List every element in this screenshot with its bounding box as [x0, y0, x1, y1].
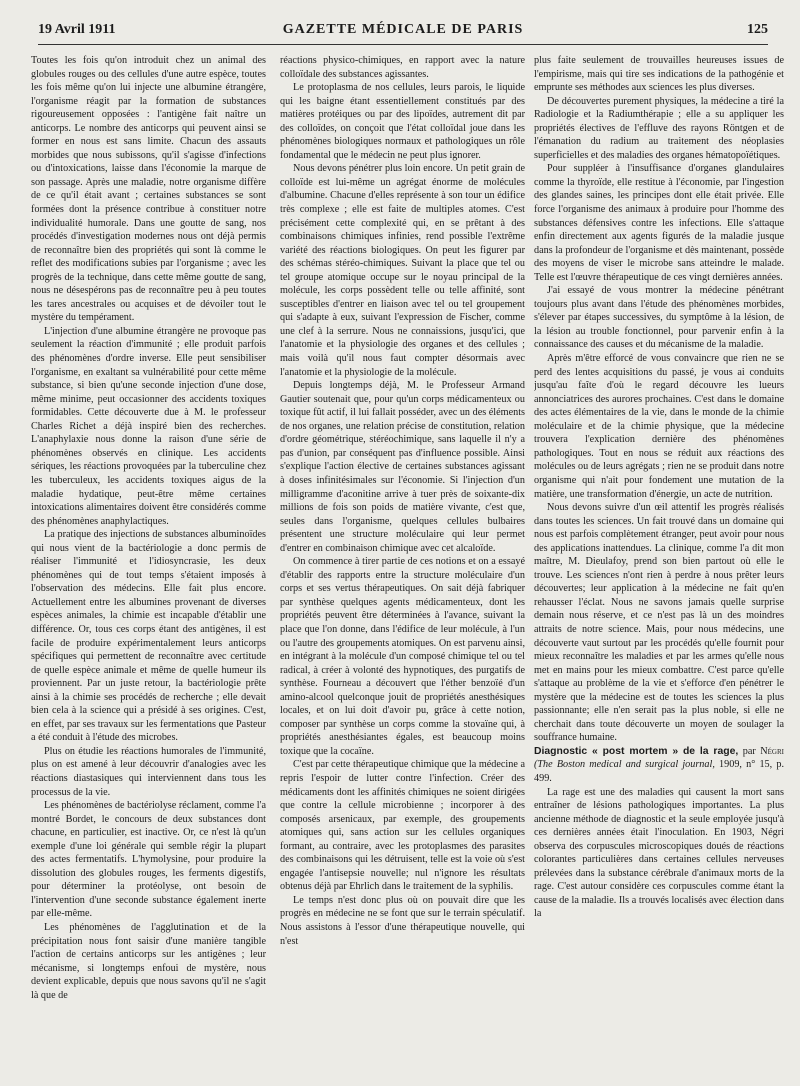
paragraph: Le protoplasma de nos cellules, leurs parois, le liquide qui les baigne étant essentiellement constitués par des matières protéiques ou par des lipoïdes, autrement dit par des colloïdes, on conçoit que l'état colloïdal joue dans les phénomènes biologiques normaux et pathologiques un rôle fondamental que le médecin ne peut plus ignorer. — [280, 82, 525, 161]
paragraph: La rage est une des maladies qui causent la mort sans entraîner de lésions pathologiques importantes. La plus ancienne méthode de diagnostic et la seule employée jusqu'à ces dernières années était l'inoculation. En 1903, Négri observa des corpuscules microscopiques doués de réactions colorantes particulières dans certaines cellules nerveuses prélevées dans la substance cérébrale d'animaux morts de la rage. C'est autour considère ces corpuscules comme étant la cause de la maladie. Ils a trouvés localisés avec élection dans la — [534, 786, 784, 920]
paragraph: J'ai essayé de vous montrer la médecine pénétrant toujours plus avant dans l'étude des phénomènes morbides, s'élever par étapes successives, du symptôme à la lésion, de la lésion au trouble fonctionnel, pour parvenir enfin à la connaissance des causes et du mécanisme de la maladie. — [534, 285, 784, 351]
paragraph: Pour suppléer à l'insuffisance d'organes glandulaires comme la thyroïde, elle restitue à l'économie, par l'ingestion des glandes saines, les principes dont elle était privée. Elle force l'organisme des animaux à produire pour l'homme des substances défensives contre les infections. Elle s'attaque enfin directement aux agents figurés de la maladie jusque dans la profondeur de l'organisme et dès maintenant, possède des moyens de viser le microbe sans atteindre le malade. Telle est l'œuvre thérapeutique de ces vingt dernières années. — [534, 163, 784, 283]
review-heading — [534, 745, 784, 786]
review-author: Négri — [760, 745, 784, 757]
paragraph: Plus on étudie les réactions humorales de l'immunité, plus on est amené à leur découvrir d'analogies avec les réactions diastasiques qui interviennent dans tous les processus de la vie. — [31, 745, 266, 798]
review-par: par — [738, 745, 761, 757]
column-right — [534, 54, 784, 1082]
page-header — [38, 22, 768, 44]
paragraph: On commence à tirer partie de ces notions et on a essayé d'établir des rapports entre la structure moléculaire d'un corps et ses vertus thérapeutiques. On sait déjà fabriquer par synthèse quelques agents médicamenteux, dont les propriétés peuvent être déterminées à l'avance, suivant la place que l'on donne, dans l'édifice de leur molécule, à l'un ou l'autre des groupements atomiques. On est parvenu ainsi, en intégrant à la molécule d'un composé chimique tel ou tel radical, à créer à volonté des hypnotiques, des purgatifs de synthèse. Fourneau a découvert que l'éther benzoïé d'un amino-alcool quelconque jouit de propriétés anesthésiques locales, et on lui doit d'avoir pu, grâce à cette notion, composer par synthèse un corps comme la stovaïne qui, à propriétés anesthésiantes égales, est beaucoup moins toxique que la cocaïne. — [280, 556, 525, 757]
review-reference: 1909, n° 15, p. 499. — [534, 759, 784, 784]
column-middle — [280, 54, 525, 1082]
paragraph: Toutes les fois qu'on introduit chez un animal des globules rouges ou des cellules d'une autre espèce, toutes les fois même qu'on lui injecte une albumine étrangère, l'organisme réagit par la formation de substances rigoureusement opposées : l'antigène fait naître un anticorps. Le nombre des anticorps qui peuvent ainsi se former en nous est sans limite. Chacun des assauts morbides que nous subissons, qu'il s'agisse d'infections ou d'intoxications, laisse dans l'économie la marque de son passage. Après une maladie, notre organisme diffère de ce qu'il était avant ; certaines substances se sont formées dont la présence contribue à constituer notre individualité humorale. Dans une goutte de sang, nos procédés d'investigation modernes nous ont déjà permis de reconnaître bien des propriétés qui sont là comme le reflet des modifications subies par l'organisme ; avec les progrès de la technique, dans cette même goutte de sang, nous ne désespérons pas de reconnaître peu à peu toutes les tares ancestrales ou acquises et de dévoiler tout le mystère du tempérament. — [31, 55, 266, 324]
journal-title: GAZETTE MÉDICALE DE PARIS — [282, 22, 524, 37]
paragraph: plus faite seulement de trouvailles heureuses issues de l'empirisme, mais qui tire ses indications de la pathogénie et emprunte ses méthodes aux sciences les plus diverses. — [534, 55, 784, 94]
paragraph: Nous devons suivre d'un œil attentif les progrès réalisés dans toutes les sciences. Un fait trouvé dans un domaine qui nous est parfois complètement étranger, peut avoir pour nous des applications inattendues. La clinique, comme l'a dit mon maître, M. Dieulafoy, prend son bien partout où elle le trouve. Les sciences n'ont rien à perdre à nous prêter leurs découvertes; leur application à la médecine ne fait qu'en rehausser l'éclat. Nous ne savons jamais quelle surprise demain nous réserve, et ce n'est pas là un des moindres attraits de notre science. Mais, pour nous médecins, une découverte vaut surtout par les procédés qu'elle fournit pour mieux reconnaître les maladies et par les armes qu'elle nous met en mains pour les mieux combattre. C'est parce qu'elle s'attaque au problème de la vie et s'efforce d'en pénétrer le mystère que la médecine est de toutes les sciences la plus passionnante; elle n'en serait pas la plus noble, si elle ne cherchait dans toute découverte un moyen de soulager la souffrance humaine. — [534, 502, 784, 744]
page-number: 125 — [747, 22, 768, 37]
issue-date: 19 Avril 1911 — [38, 22, 116, 37]
paragraph: Les phénomènes de bactériolyse réclament, comme l'a montré Bordet, le concours de deux substances dont chacune, en particulier, est inactive. Or, ce n'est là qu'un exemple d'une loi générale qui semble régir la plupart des actes fermentatifs. L'hymolysine, pour produire la dissolution des globules rouges, les ferments digestifs, pour déterminer la protéolyse, ont besoin de l'intervention d'une seconde substance également inerte par elle-même. — [31, 800, 266, 920]
review-title: Diagnostic « post mortem » de la rage, — [534, 745, 739, 757]
paragraph: La pratique des injections de substances albuminoïdes qui nous vient de la bactériologie a donc permis de réaliser l'immunité et l'idiosyncrasie, les deux phénomènes qui de tout temps s'étaient imposés à l'observation des médecins. Elle fait plus encore. Actuellement entre les albumines provenant de diverses espèces animales, la chimie est incapable d'établir une différence. Or, tous ces corps étant des antigènes, il est facile de produire expérimentalement leurs anticorps spécifiques qui permettent de reconnaître avec certitude de quelle espèce animale et même de quelle humeur ils proviennent. Par un juste retour, la bactériologie prête ainsi à la chimie ses procédés de recherche ; elle devait bien cela à la science qui a présidé à ses origines. C'est, en effet, par ses travaux sur les fermentations que Pasteur a été conduit à l'étude des microbes. — [31, 529, 266, 744]
review-journal: (The Boston medical and surgical journal, — [534, 759, 715, 771]
paragraph: De découvertes purement physiques, la médecine a tiré la Radiologie et la Radiumthérapie ; elle a su appliquer les propriétés électives de l'effluve des rayons Röntgen et de l'émanation du radium au traitement des néoplasies superficielles et des maladies des organes hématopoïétiques. — [534, 95, 784, 161]
header-rule — [38, 44, 768, 45]
column-left — [31, 54, 266, 1082]
paragraph: L'injection d'une albumine étrangère ne provoque pas seulement la réaction d'immunité ; elle produit parfois des phénomènes d'ordre inverse. Elle peut sensibiliser l'organisme, en exaltant sa vulnérabilité pour cette même substance, si bien qu'une seconde injection d'une dose, même minime, peut occasionner des accidents toxiques formidables. Cette découverte due à M. le professeur Charles Richet a déjà inspiré bien des recherches. L'anaphylaxie nous donne la raison d'une série de phénomènes observés en clinique. Les accidents sériques, les réactions provoquées par la tuberculine chez les tuberculeux, les accidents toxiques aigus de la maladie hydatique, peut-être même certaines intoxications alimentaires doivent être considérés comme des phénomènes anaphylactiques. — [31, 325, 266, 527]
paragraph: C'est par cette thérapeutique chimique que la médecine a repris l'espoir de lutter contre l'infection. Créer des médicaments dont les affinités chimiques ne soient dirigées que contre la cellule microbienne ; incorporer à des composés arsenicaux, par exemple, des groupements atomiques qui, sans action sur les cellules organiques formant, au contraire, avec les protoplasmes des parasites des combinaisons qui les détruisent, telle est la voie où s'est engagée l'antisepsie nouvelle; nul n'ignore les résultats obtenus déjà par Ehrlich dans le traitement de la syphilis. — [280, 759, 525, 893]
paragraph: Depuis longtemps déjà, M. le Professeur Armand Gautier soutenait que, pour qu'un corps médicamenteux ou toxique fût actif, il lui fallait posséder, avec un des éléments de nos organes, une relation précise de constitution, relation d'ordre géométrique, stéréochimique, sans laquelle il n'y a pas d'union, par conséquent pas d'influence possible. Ainsi s'explique l'action élective de certaines substances agissant à doses infinitésimales sur l'économie. Si l'injection d'un milligramme d'aconitine arrive à tuer près de soixante-dix millions de fois son poids de matière vivante, c'est que, seules dans l'organisme, quelques cellules bulbaires présentent une structure moléculaire qui leur permet d'entrer en combinaison chimique avec cet alcaloïde. — [280, 380, 525, 554]
paragraph: réactions physico-chimiques, en rapport avec la nature colloïdale des substances agissantes. — [280, 55, 525, 80]
paragraph: Les phénomènes de l'agglutination et de la précipitation nous font saisir d'une manière tangible l'action de certains anticorps sur les antigènes ; leur mécanisme, si longtemps enfoui de mystère, nous devient explicable, depuis que nous savons qu'il ne s'agit là que de — [31, 922, 266, 1001]
paragraph: Après m'être efforcé de vous convaincre que rien ne se perd des lentes acquisitions du passé, je vous ai conduits jusqu'au faîte d'où le regard découvre les lueurs annonciatrices des aurores prochaines. C'est dans le domaine des actes élémentaires de la vie, dans le monde de la chimie moléculaire et de la chimie physique, que la médecine trouvera l'explication dernière des phénomènes pathologiques. Tout en nous se réduit aux réactions des molécules ou de leurs agrégats ; rien ne se produit dans notre organisme qui n'ait pour fondement une mutation de la matière, une transformation d'énergie, un acte de nutrition. — [534, 353, 784, 500]
paragraph: Nous devons pénétrer plus loin encore. Un petit grain de colloïde est lui-même un agrégat énorme de molécules d'albumine. Chacune d'elles représente à son tour un édifice très complexe ; elle est faite de multiples atomes. C'est précisément cette complexité qui, en se prêtant à des combinaisons chimiques infinies, rend possible l'extrême variété des réactions biologiques. On peut les figurer par des schémas stéréo-chimiques. Suivant la place que tel ou tel groupe atomique occupe sur le noyau principal de la molécule, les corps possèdent telle ou telle affinité, sont susceptibles d'entrer en liaison avec tel ou tel groupement qui s'adapte à eux, suivant l'expression de Fischer, comme une clef à la serrure. Nous ne connaissions, jusqu'ici, que l'anatomie et la physiologie des organes et des cellules ; mais voilà qu'il nous faut compter désormais avec l'anatomie et la physiologie de la molécule. — [280, 163, 525, 378]
paragraph: Le temps n'est donc plus où on pouvait dire que les progrès en médecine ne se font que sur le terrain spéculatif. Nous assistons à l'essor d'une thérapeutique nouvelle, qui n'est — [280, 894, 525, 947]
